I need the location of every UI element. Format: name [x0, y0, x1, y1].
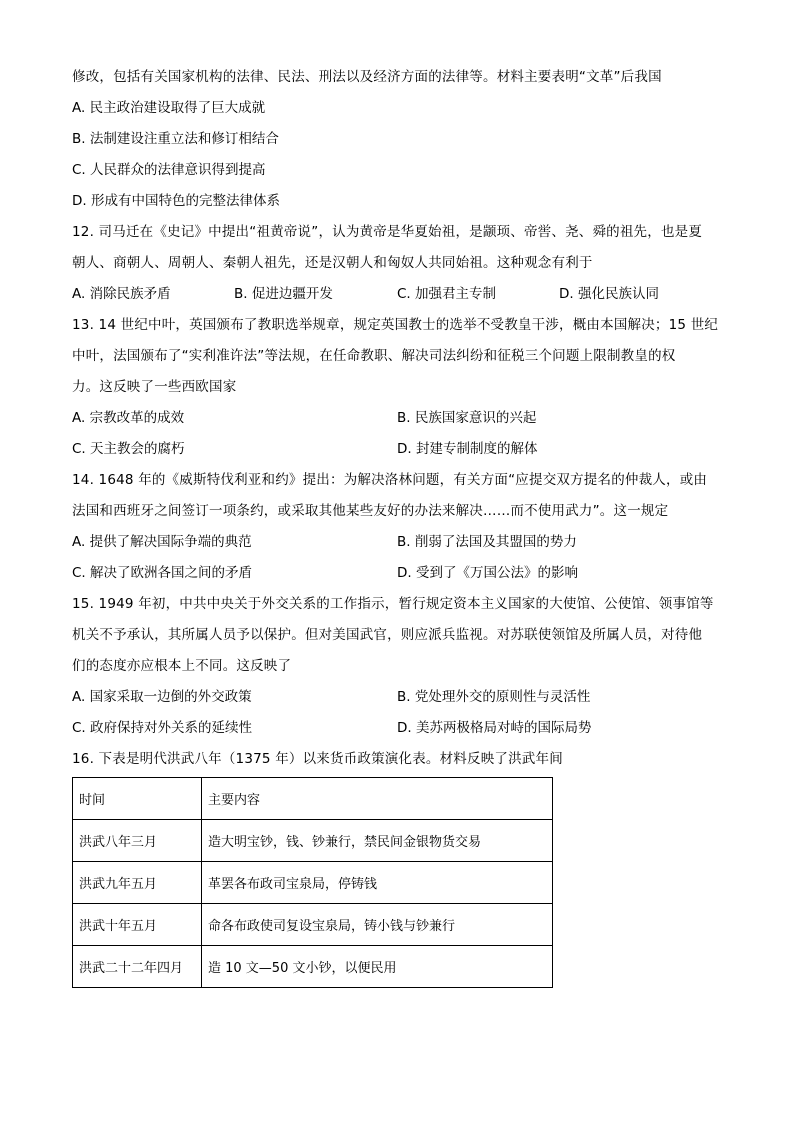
- q15-option-c: C. 政府保持对外关系的延续性: [72, 720, 253, 736]
- q11-option-b: B. 法制建设注重立法和修订相结合: [72, 131, 279, 147]
- q14-options-row-2: [72, 558, 722, 589]
- q16-stem: 16. 下表是明代洪武八年（1375 年）以来货币政策演化表。材料反映了洪武年间: [72, 751, 563, 767]
- q13-option-a: A. 宗教改革的成效: [72, 410, 185, 426]
- q13-option-d: D. 封建专制制度的解体: [397, 441, 538, 457]
- q15-stem-line-2: 机关不予承认，其所属人员予以保护。但对美国武官，则应派兵监视。对苏联使领馆及所属人员，对待他: [72, 627, 703, 643]
- table-header-time: 时间: [73, 778, 202, 820]
- q13-option-c: C. 天主教会的腐朽: [72, 441, 185, 457]
- table-row: [73, 904, 553, 946]
- table-row: [73, 820, 553, 862]
- q12-option-b: B. 促进边疆开发: [234, 286, 333, 302]
- table-cell-time: 洪武八年三月: [73, 820, 202, 862]
- q11-option-d: D. 形成有中国特色的完整法律体系: [72, 193, 280, 209]
- q15-option-d: D. 美苏两极格局对峙的国际局势: [397, 720, 592, 736]
- q15-stem-line-1: 15. 1949 年初，中共中央关于外交关系的工作指示，暂行规定资本主义国家的大使馆、公使馆、领事馆等: [72, 596, 714, 612]
- q15-option-b: B. 党处理外交的原则性与灵活性: [397, 689, 591, 705]
- table-cell-content: 造大明宝钞，钱、钞兼行，禁民间金银物货交易: [202, 820, 553, 862]
- q13-option-b: B. 民族国家意识的兴起: [397, 410, 537, 426]
- q11-option-a: A. 民主政治建设取得了巨大成就: [72, 100, 266, 116]
- q13-options-row-2: [72, 434, 722, 465]
- q15-options-row-1: [72, 682, 722, 713]
- table-row: [73, 862, 553, 904]
- q14-option-b: B. 削弱了法国及其盟国的势力: [397, 534, 577, 550]
- q15-options-row-2: [72, 713, 722, 744]
- q12-options: [72, 279, 722, 310]
- table-row: [73, 946, 553, 988]
- q14-stem-line-2: 法国和西班牙之间签订一项条约，或采取其他某些友好的办法来解决……而不使用武力”。这一规定: [72, 503, 669, 519]
- q14-option-a: A. 提供了解决国际争端的典范: [72, 534, 252, 550]
- q12-option-c: C. 加强君主专制: [397, 286, 497, 302]
- q13-stem-line-3: 力。这反映了一些西欧国家: [72, 379, 237, 395]
- table-cell-time: 洪武二十二年四月: [73, 946, 202, 988]
- table-header-row: [73, 778, 553, 820]
- q12-stem-line-1: 12. 司马迁在《史记》中提出“祖黄帝说”，认为黄帝是华夏始祖，是颛顼、帝喾、尧、舜的祖先，也是夏: [72, 224, 703, 240]
- table-cell-time: 洪武九年五月: [73, 862, 202, 904]
- q14-option-c: C. 解决了欧洲各国之间的矛盾: [72, 565, 253, 581]
- q14-options-row-1: [72, 527, 722, 558]
- table-cell-content: 命各布政使司复设宝泉局，铸小钱与钞兼行: [202, 904, 553, 946]
- table-cell-content: 革罢各布政司宝泉局，停铸钱: [202, 862, 553, 904]
- currency-policy-table: [72, 777, 553, 988]
- q12-option-d: D. 强化民族认同: [559, 286, 659, 302]
- table-cell-time: 洪武十年五月: [73, 904, 202, 946]
- q13-stem-line-2: 中叶，法国颁布了“实利准许法”等法规，在任命教职、解决司法纠纷和征税三个问题上限制教皇的权: [72, 348, 676, 364]
- q13-options-row-1: [72, 403, 722, 434]
- q14-option-d: D. 受到了《万国公法》的影响: [397, 565, 578, 581]
- exam-page: [72, 62, 722, 988]
- q11-option-c: C. 人民群众的法律意识得到提高: [72, 162, 266, 178]
- q15-option-a: A. 国家采取一边倒的外交政策: [72, 689, 252, 705]
- table-header-content: 主要内容: [202, 778, 553, 820]
- q13-stem-line-1: 13. 14 世纪中叶，英国颁布了教职选举规章，规定英国教士的选举不受教皇干涉，概由本国解决；15 世纪: [72, 317, 719, 333]
- q12-option-a: A. 消除民族矛盾: [72, 286, 171, 302]
- q14-stem-line-1: 14. 1648 年的《威斯特伐利亚和约》提出：为解决洛林问题，有关方面“应提交双方提名的仲裁人，或由: [72, 472, 708, 488]
- q12-stem-line-2: 朝人、商朝人、周朝人、秦朝人祖先，还是汉朝人和匈奴人共同始祖。这种观念有利于: [72, 255, 593, 271]
- q11-stem-continuation: 修改，包括有关国家机构的法律、民法、刑法以及经济方面的法律等。材料主要表明“文革”后我国: [72, 69, 662, 85]
- q15-stem-line-3: 们的态度亦应根本上不同。这反映了: [72, 658, 292, 674]
- table-cell-content: 造 10 文—50 文小钞，以便民用: [202, 946, 553, 988]
